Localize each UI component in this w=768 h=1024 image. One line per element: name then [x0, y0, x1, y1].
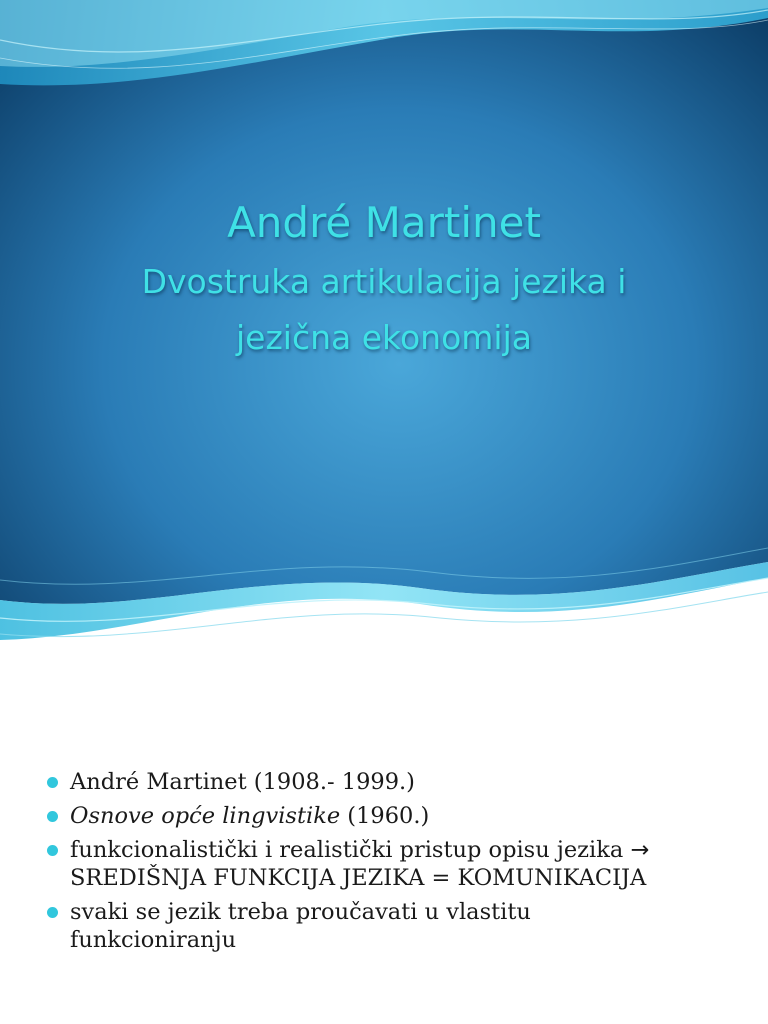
bullet-item	[47, 898, 747, 954]
bullet-text: funkcionalistički i realistički pristup opisu jezika	[70, 837, 631, 863]
bullet-text: André Martinet (1908.- 1999.)	[70, 769, 415, 795]
bullet-text: svaki se jezik treba proučavati u vlastitu	[70, 899, 531, 925]
bullet-icon	[47, 811, 58, 822]
bullet-text: (1960.)	[340, 803, 430, 829]
slide-title: André Martinet	[227, 198, 541, 247]
bullet-item	[47, 836, 747, 892]
bullet-text-continued: funkcioniranju	[70, 927, 237, 953]
bullet-list	[47, 768, 747, 960]
bullet-item	[47, 802, 747, 830]
bullet-text-continued: SREDIŠNJA FUNKCIJA JEZIKA = KOMUNIKACIJA	[70, 865, 647, 891]
bullet-icon	[47, 777, 58, 788]
book-title: Osnove opće lingvistike	[70, 803, 341, 829]
bullet-icon	[47, 907, 58, 918]
bullet-item	[47, 768, 747, 796]
slide-subtitle-line-1: Dvostruka artikulacija jezika i	[141, 262, 627, 301]
arrow-right-icon: →	[630, 837, 650, 863]
content-slide	[0, 662, 768, 1024]
title-block	[20, 192, 748, 366]
bullet-icon	[47, 845, 58, 856]
slide-subtitle-line-2: jezična ekonomija	[236, 318, 532, 357]
